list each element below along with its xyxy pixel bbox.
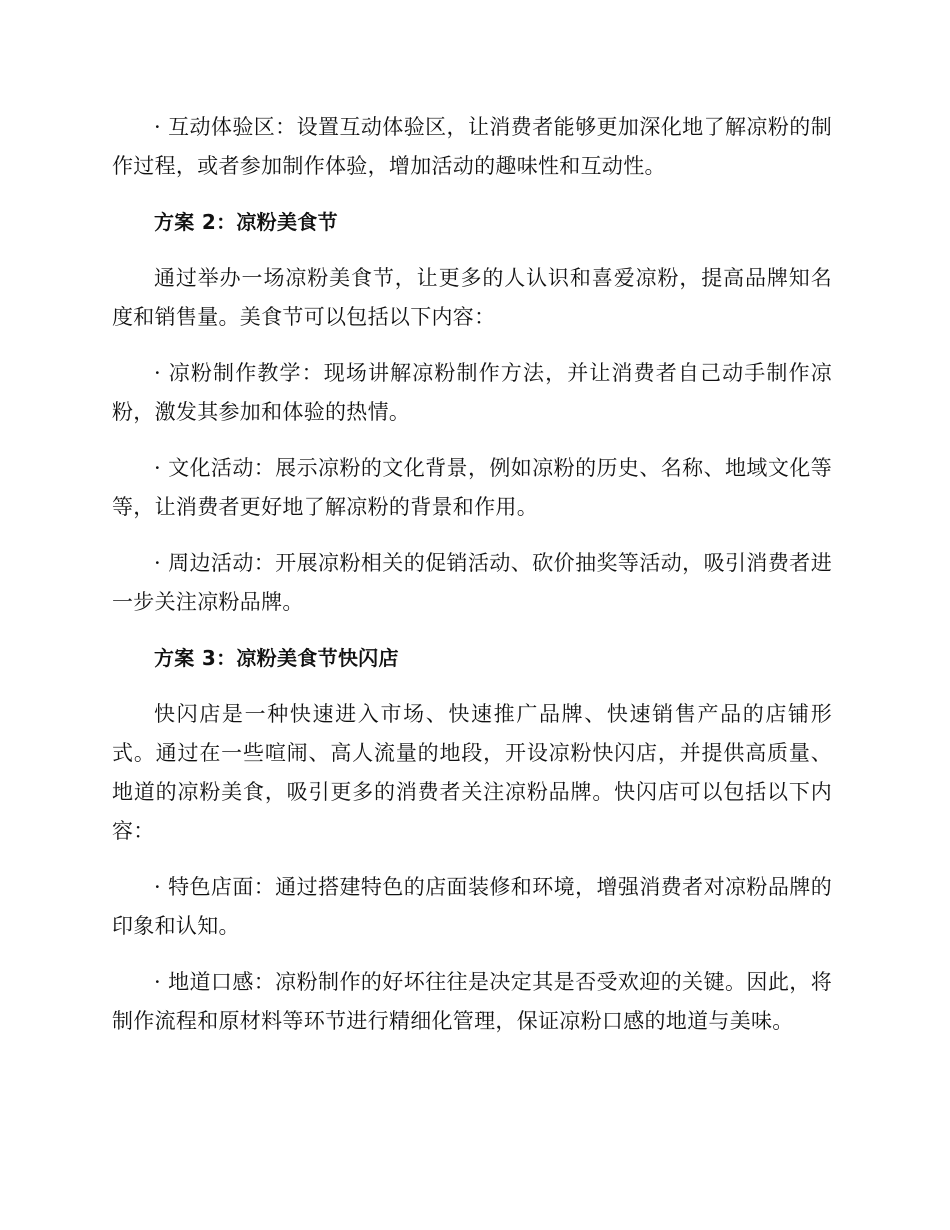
bullet-peripheral-activities: · 周边活动：开展凉粉相关的促销活动、砍价抽奖等活动，吸引消费者进一步关注凉粉品牌。 bbox=[112, 551, 832, 614]
bullet-authentic-taste: · 地道口感：凉粉制作的好坏往往是决定其是否受欢迎的关键。因此，将制作流程和原材料等环节进行精细化管理，保证凉粉口感的地道与美味。 bbox=[112, 970, 832, 1033]
document-body bbox=[112, 108, 832, 1058]
bullet-interactive-zone: · 互动体验区：设置互动体验区，让消费者能够更加深化地了解凉粉的制作过程，或者参加制作体验，增加活动的趣味性和互动性。 bbox=[112, 115, 832, 178]
heading-plan-3: 方案 3：凉粉美食节快闪店 bbox=[154, 646, 399, 670]
paragraph-food-festival-intro: 通过举办一场凉粉美食节，让更多的人认识和喜爱凉粉，提高品牌知名度和销售量。美食节可以包括以下内容： bbox=[112, 266, 832, 329]
bullet-making-teaching: · 凉粉制作教学：现场讲解凉粉制作方法，并让消费者自己动手制作凉粉，激发其参加和体验的热情。 bbox=[112, 361, 832, 424]
bullet-cultural-activities: · 文化活动：展示凉粉的文化背景，例如凉粉的历史、名称、地域文化等等，让消费者更好地了解凉粉的背景和作用。 bbox=[112, 456, 832, 519]
bullet-featured-storefront: · 特色店面：通过搭建特色的店面装修和环境，增强消费者对凉粉品牌的印象和认知。 bbox=[112, 875, 832, 938]
heading-plan-2: 方案 2：凉粉美食节 bbox=[154, 210, 338, 234]
paragraph-popup-store-intro: 快闪店是一种快速进入市场、快速推广品牌、快速销售产品的店铺形式。通过在一些喧闹、高人流量的地段，开设凉粉快闪店，并提供高质量、地道的凉粉美食，吸引更多的消费者关注凉粉品牌。快闪店可以包括以下内容： bbox=[112, 702, 832, 843]
